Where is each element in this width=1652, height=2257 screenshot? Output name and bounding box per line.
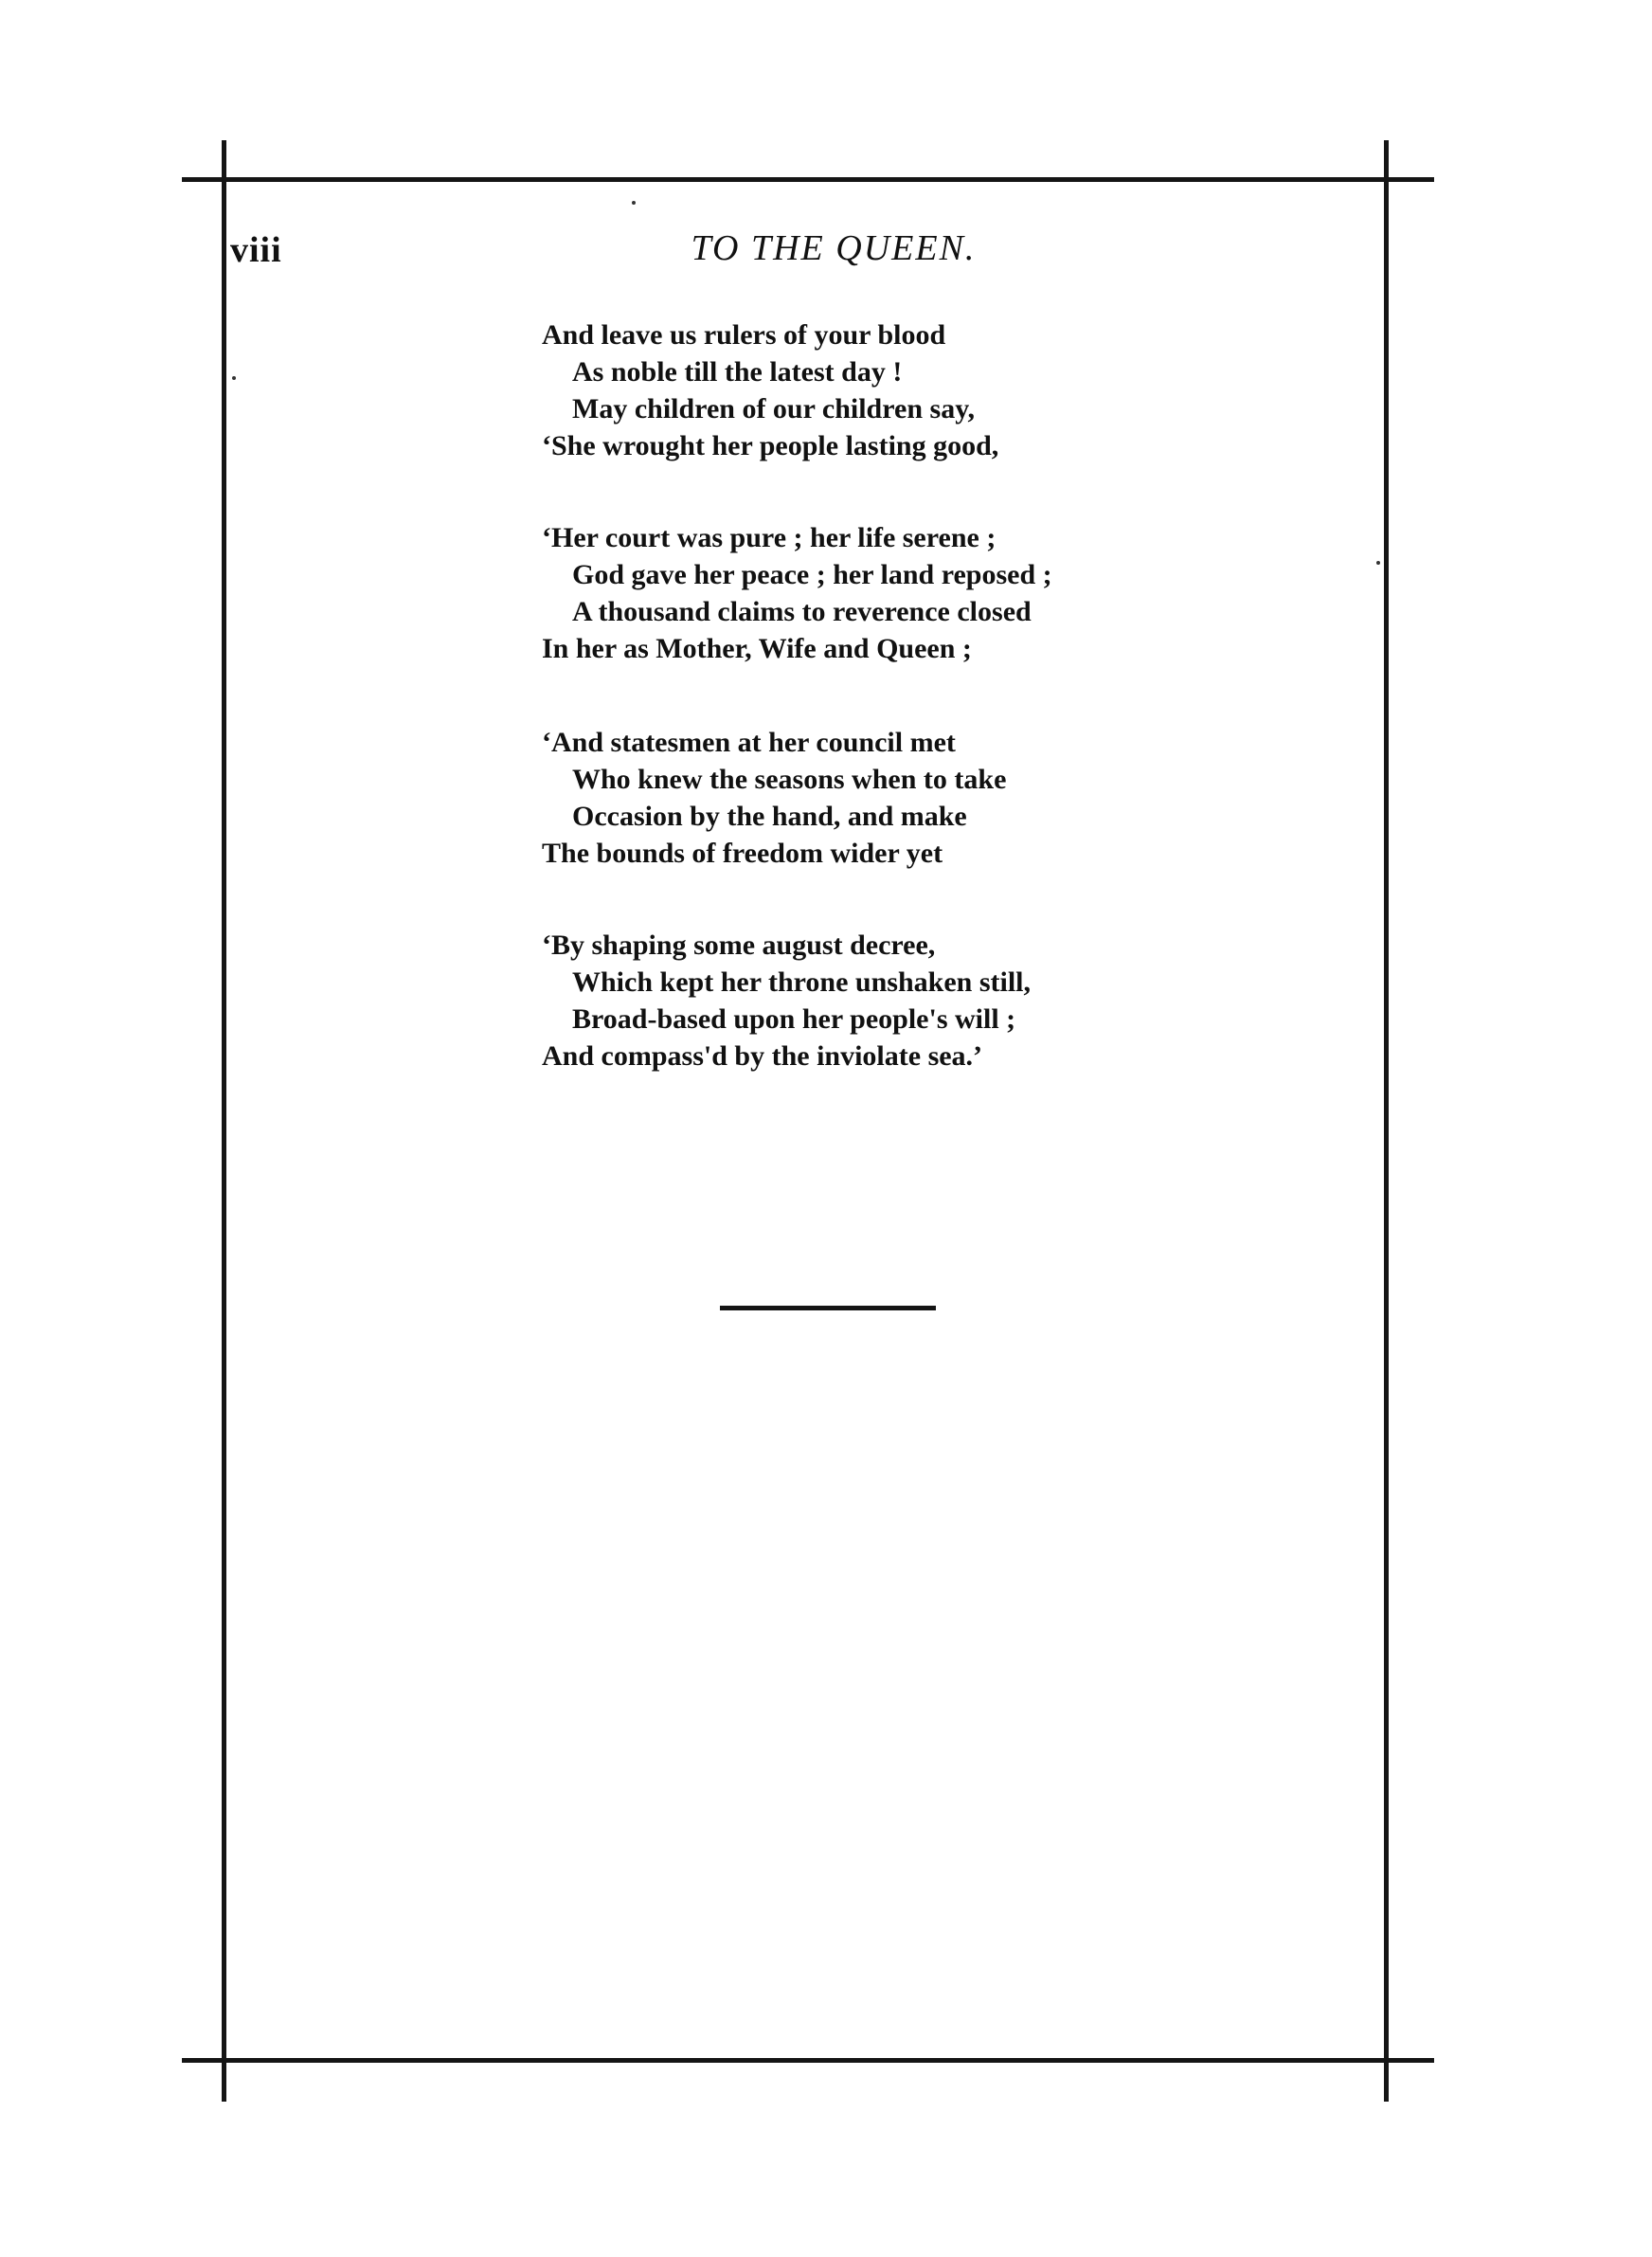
poem-line: And compass'd by the inviolate sea.’ (542, 1040, 983, 1072)
print-speck (232, 376, 236, 380)
poem-line: ‘And statesmen at her council met (542, 727, 956, 758)
poem-line: A thousand claims to reverence closed (572, 596, 1032, 627)
poem-line: Occasion by the hand, and make (572, 801, 967, 832)
poem-line: As noble till the latest day ! (572, 356, 903, 388)
page-number: viii (230, 230, 282, 270)
poem-line: In her as Mother, Wife and Queen ; (542, 633, 972, 664)
poem-line: ‘She wrought her people lasting good, (542, 430, 999, 461)
poem-line: ‘By shaping some august decree, (542, 930, 936, 961)
frame-bottom-rule (182, 2058, 1434, 2063)
frame-right-rule (1384, 140, 1389, 2102)
poem-line: The bounds of freedom wider yet (542, 838, 943, 869)
poem-line: Which kept her throne unshaken still, (572, 966, 1031, 998)
poem-line: God gave her peace ; her land reposed ; (572, 559, 1052, 590)
poem-line: And leave us rulers of your blood (542, 319, 946, 351)
frame-top-rule (182, 177, 1434, 182)
poem-line: Who knew the seasons when to take (572, 764, 1007, 795)
frame-left-rule (222, 140, 226, 2102)
stanza-3 (542, 724, 1006, 872)
print-speck (632, 201, 636, 205)
poem-line: May children of our children say, (572, 393, 976, 424)
poem-line: ‘Her court was pure ; her life serene ; (542, 522, 997, 553)
stanza-1 (542, 316, 998, 464)
stanza-4 (542, 927, 1031, 1074)
closing-rule (720, 1306, 936, 1310)
stanza-2 (542, 519, 1052, 667)
poem-line: Broad-based upon her people's will ; (572, 1003, 1016, 1035)
running-title: TO THE QUEEN. (691, 228, 977, 268)
print-speck (1376, 561, 1380, 565)
